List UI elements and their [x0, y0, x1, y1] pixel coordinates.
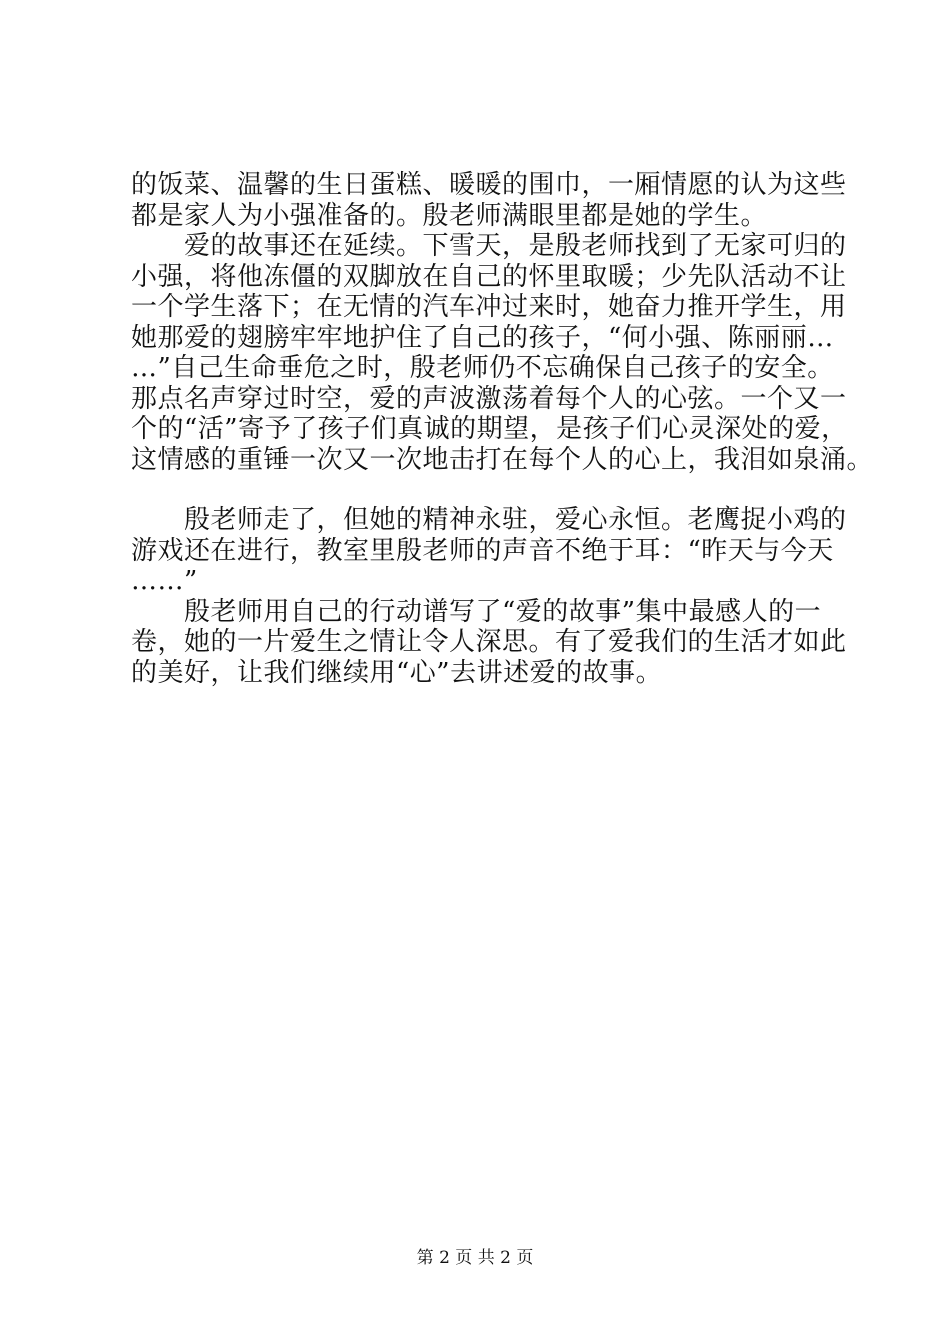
text-line: ……” — [131, 566, 198, 596]
text-line: 殷老师走了，但她的精神永驻，爱心永恒。老鹰捉小鸡的 — [131, 505, 847, 535]
paragraph — [131, 505, 851, 597]
page-footer — [0, 1243, 950, 1268]
text-line: 卷，她的一片爱生之情让令人深思。有了爱我们的生活才如此 — [131, 627, 847, 657]
paragraph-gap — [131, 475, 851, 505]
text-line: 的饭菜、温馨的生日蛋糕、暖暖的围巾，一厢情愿的认为这些 — [131, 170, 847, 200]
text-line: 爱的故事还在延续。下雪天，是殷老师找到了无家可归的 — [131, 231, 847, 261]
text-line: 个的“活”寄予了孩子们真诚的期望，是孩子们心灵深处的爱， — [131, 414, 848, 444]
text-line: 殷老师用自己的行动谱写了“爱的故事”集中最感人的一 — [131, 596, 822, 627]
text-line: 她那爱的翅膀牢牢地护住了自己的孩子，“何小强、陈丽丽… — [131, 322, 834, 353]
text-line: 那点名声穿过时空，爱的声波激荡着每个人的心弦。一个又一 — [131, 383, 847, 414]
page-number-label: 第 2 页 共 2 页 — [416, 1248, 534, 1268]
text-line: 这情感的重锤一次又一次地击打在每个人的心上，我泪如泉涌。 — [131, 444, 874, 475]
paragraph — [131, 170, 851, 231]
text-line: 一个学生落下；在无情的汽车冲过来时，她奋力推开学生，用 — [131, 292, 847, 322]
text-line: 都是家人为小强准备的。殷老师满眼里都是她的学生。 — [131, 200, 768, 231]
text-line: 的美好，让我们继续用“心”去讲述爱的故事。 — [131, 657, 663, 688]
paragraph — [131, 597, 851, 689]
text-line: 游戏还在进行，教室里殷老师的声音不绝于耳：“昨天与今天 — [131, 535, 834, 566]
paragraph — [131, 231, 874, 475]
document-body — [131, 170, 874, 688]
text-line: 小强，将他冻僵的双脚放在自己的怀里取暖；少先队活动不让 — [131, 261, 847, 292]
text-line: …”自己生命垂危之时，殷老师仍不忘确保自己孩子的安全。 — [131, 353, 834, 383]
